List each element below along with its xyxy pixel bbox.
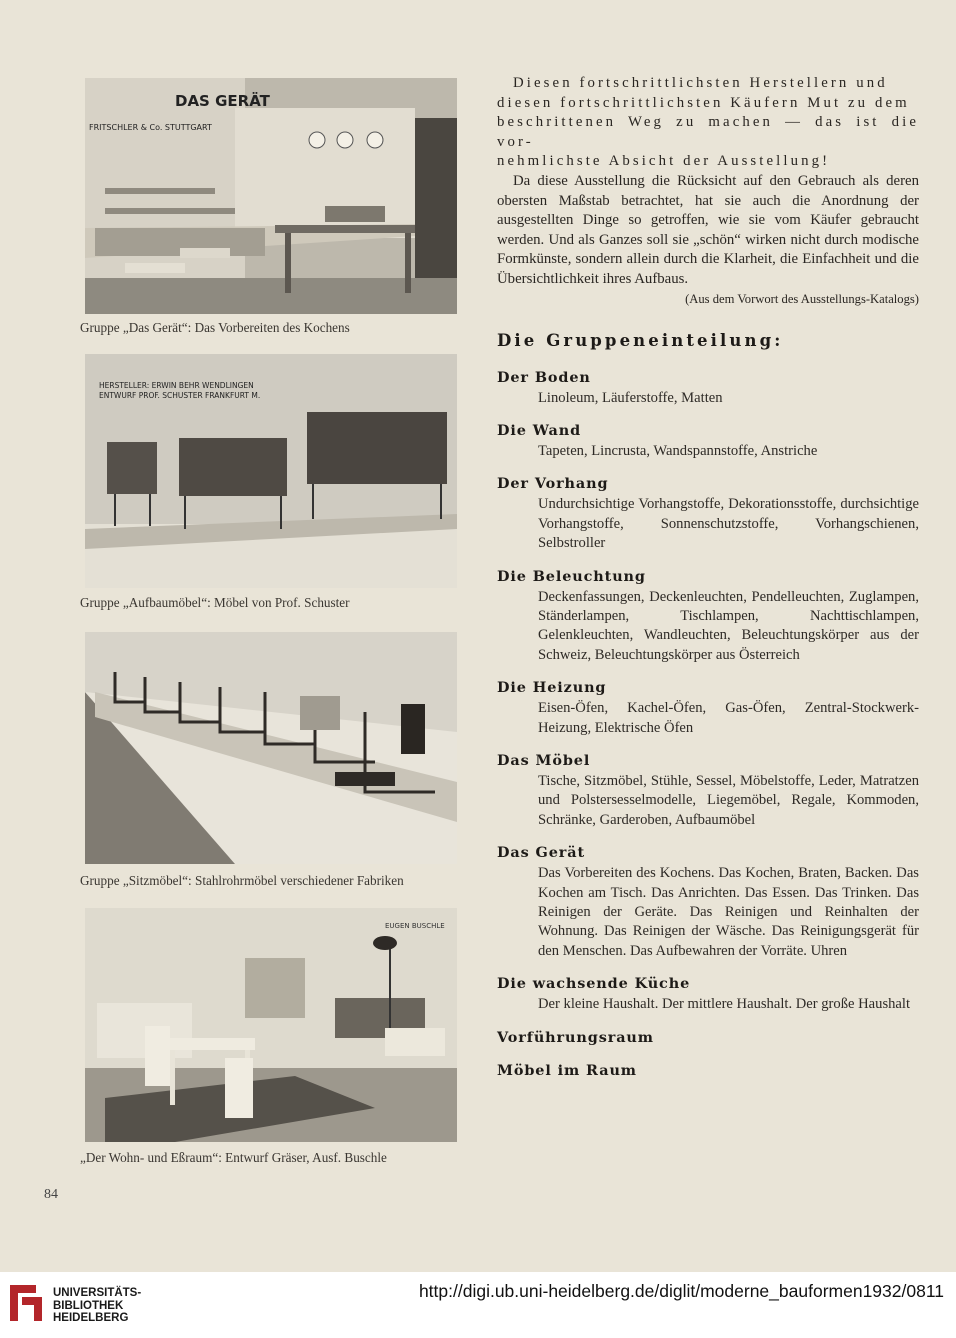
section-title: Möbel im Raum (497, 1061, 637, 1079)
page-number: 84 (44, 1187, 58, 1202)
section-title: Der Vorhang (497, 475, 609, 493)
sign-das-geraet: DAS GERÄT (175, 92, 270, 110)
intro-paragraph-2: Da diese Ausstellung die Rücksicht auf den Gebrauch als deren obersten Maßstab betrachtet, hat sie auch die Anordnung der ausgestellten Dinge so getroffen, wie sie vom Käufer gebraucht werden. Und als Ganzes soll sie „schön“ wirken nicht durch modische Formkünste, sondern allein durch die Klarheit, die Einfachheit und die Übersichtlichkeit ihres Aufbaus. (497, 172, 919, 287)
section-text: Tische, Sitzmöbel, Stühle, Sessel, Möbelstoffe, Leder, Matratzen und Polstersesselmodelle, Liegemöbel, Regale, Kommoden, Schränke, Garderoben, Aufbaumöbel (538, 773, 919, 828)
caption-photo-4: „Der Wohn- und Eßraum“: Entwurf Gräser, Ausf. Buschle (80, 1150, 387, 1165)
text-column (497, 74, 919, 1080)
section-text: Undurchsichtige Vorhangstoffe, Dekorationsstoffe, durchsichtige Vorhangstoffe, Sonnenschutzstoffe, Vorhangschienen, Selbstroller (538, 496, 919, 552)
section-title: Die Heizung (497, 679, 607, 697)
sign-maker: HERSTELLER: ERWIN BEHR WENDLINGEN (99, 381, 254, 390)
photo-cabinets (85, 354, 457, 588)
sign-buschle: EUGEN BUSCHLE (385, 922, 445, 930)
section-text: Eisen-Öfen, Kachel-Öfen, Gas-Öfen, Zentral-Stockwerk-Heizung, Elektrische Öfen (538, 700, 919, 736)
intro-line-3: beschrittenen Weg zu machen — das ist die vor- (497, 114, 919, 150)
section-title: Das Gerät (497, 844, 586, 862)
section-title: Die Wand (497, 421, 582, 439)
section-text: Das Vorbereiten des Kochens. Das Kochen, Braten, Backen. Das Kochen am Tisch. Das Anrichten. Das Essen. Das Trinken. Das Reinigen der Geräte. Das Reinigen und Reinhalten der Wohnung. Das Reinigen der Wäsche. Das Reinigungsgerät für den Menschen. Das Aufbewahren der Vorräte. Uhren (538, 865, 919, 959)
library-name-line-1: UNIVERSITÄTS- (53, 1287, 142, 1299)
section-title: Die wachsende Küche (497, 975, 691, 993)
library-logo-icon[interactable] (4, 1281, 48, 1325)
intro-line-1: Diesen fortschrittlichsten Herstellern und (513, 75, 888, 91)
caption-photo-3: Gruppe „Sitzmöbel“: Stahlrohrmöbel verschiedener Fabriken (80, 873, 404, 888)
section-title: Die Beleuchtung (497, 567, 646, 585)
photo-tubular-chairs (85, 632, 457, 864)
section-title: Vorführungsraum (497, 1028, 654, 1046)
intro-text (497, 74, 919, 290)
section-text: Tapeten, Lincrusta, Wandspannstoffe, Anstriche (538, 442, 818, 459)
caption-photo-2: Gruppe „Aufbaumöbel“: Möbel von Prof. Schuster (80, 595, 350, 610)
library-name-line-3: HEIDELBERG (53, 1312, 129, 1325)
photo-kitchen-exhibit (85, 78, 457, 314)
permalink-url[interactable]: http://digi.ub.uni-heidelberg.de/diglit/moderne_bauformen1932/0811 (418, 1281, 944, 1301)
section-title: Der Boden (497, 368, 591, 386)
library-name[interactable] (53, 1287, 141, 1325)
library-name-line-2: BIBLIOTHEK (53, 1299, 124, 1312)
main-heading: Die Gruppeneinteilung: (497, 330, 784, 350)
sign-designer: ENTWURF PROF. SCHUSTER FRANKFURT M. (99, 391, 261, 400)
caption-photo-1: Gruppe „Das Gerät“: Das Vorbereiten des Kochens (80, 320, 350, 335)
section-text: Linoleum, Läuferstoffe, Matten (538, 389, 723, 406)
section-title: Das Möbel (497, 752, 591, 769)
intro-source: (Aus dem Vorwort des Ausstellungs-Katalogs) (685, 291, 919, 306)
section-text: Deckenfassungen, Deckenleuchten, Pendelleuchten, Zuglampen, Ständerlampen, Tischlampen, Nachttischlampen, Gelenkleuchten, Wandleuchten, Beleuchtungskörper aus der Schweiz, Beleuchtungskörper aus Österreich (538, 588, 919, 663)
intro-line-2: diesen fortschrittlichsten Käufern Mut zu dem (497, 94, 910, 111)
photo-living-dining-room (85, 908, 457, 1142)
intro-line-4: nehmlichste Absicht der Ausstellung! (497, 153, 831, 170)
sign-firm: FRITSCHLER & Co. STUTTGART (89, 123, 212, 132)
section-text: Der kleine Haushalt. Der mittlere Haushalt. Der große Haushalt (538, 996, 911, 1013)
